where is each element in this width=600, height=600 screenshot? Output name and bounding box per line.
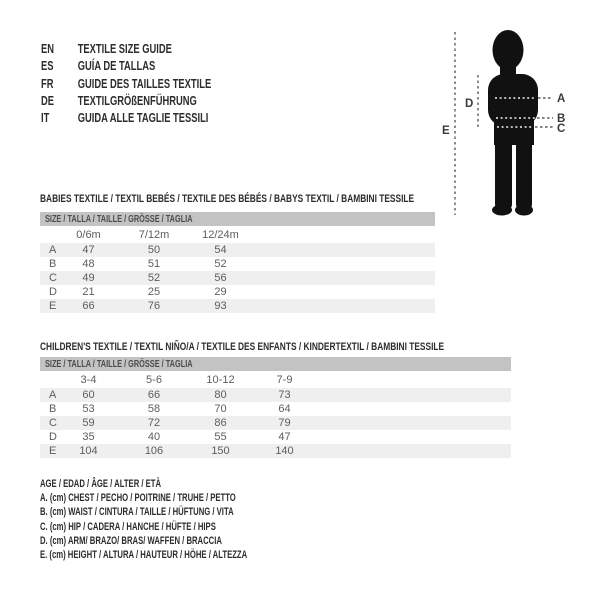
row-label: E	[49, 300, 57, 312]
column-header: 10-12	[206, 373, 235, 386]
table-row	[40, 285, 435, 299]
language-code: DE	[41, 92, 55, 108]
size-value: 56	[214, 272, 227, 284]
size-value: 64	[278, 403, 291, 415]
size-value: 72	[147, 417, 161, 429]
size-value: 53	[82, 403, 95, 415]
size-header-label: SIZE / TALLA / TAILLE / GRÖSSE / TAGLIA	[45, 358, 193, 370]
measurement-legend	[40, 477, 336, 562]
language-row-en	[41, 40, 211, 57]
row-label: B	[49, 403, 57, 415]
size-value: 66	[82, 300, 95, 312]
size-value: 47	[82, 244, 95, 256]
size-value: 35	[82, 431, 95, 443]
measure-label-d: D	[465, 98, 474, 110]
row-label: B	[49, 258, 57, 270]
size-value: 66	[147, 389, 161, 401]
size-value: 48	[82, 258, 95, 270]
size-value: 59	[82, 417, 95, 429]
guide-title-it: GUIDA ALLE TAGLIE TESSILI	[77, 110, 209, 126]
size-value: 150	[211, 445, 230, 457]
column-header: 7/12m	[138, 228, 170, 241]
language-code: FR	[41, 75, 54, 91]
language-code: ES	[41, 58, 54, 74]
size-value: 60	[82, 389, 95, 401]
legend-waist-line: B. (cm) WAIST / CINTURA / TAILLE / HÜFTUNG / VITA	[40, 506, 234, 519]
legend-height-line: E. (cm) HEIGHT / ALTURA / HAUTEUR / HÖHE / ALTEZZA	[40, 548, 248, 561]
row-label: A	[49, 389, 57, 401]
children-section-title: CHILDREN'S TEXTILE / TEXTIL NIÑO/A / TEXTILE DES ENFANTS / KINDERTEXTIL / BAMBINI TESSILE	[40, 341, 445, 353]
language-row-fr	[41, 75, 211, 92]
language-code: IT	[41, 110, 50, 126]
legend-chest-line: A. (cm) CHEST / PECHO / POITRINE / TRUHE / PETTO	[40, 492, 236, 505]
size-value: 40	[147, 431, 161, 443]
size-value: 58	[147, 403, 161, 415]
column-header: 0/6m	[76, 228, 101, 241]
size-value: 54	[214, 244, 227, 256]
column-header: 3-4	[80, 373, 97, 386]
size-value: 70	[214, 403, 227, 415]
row-label: C	[49, 417, 57, 429]
size-value: 29	[214, 286, 227, 298]
child-body-shape	[488, 30, 538, 216]
size-value: 50	[147, 244, 161, 256]
left-foot-shape	[492, 205, 512, 216]
measure-label-e: E	[442, 125, 450, 137]
row-label: C	[49, 272, 57, 284]
table-row	[40, 299, 435, 313]
size-value: 47	[278, 431, 291, 443]
size-header-bar	[40, 357, 511, 371]
table-row	[40, 388, 511, 402]
language-title-list	[41, 40, 277, 126]
size-value: 86	[214, 417, 227, 429]
row-label: D	[49, 431, 57, 443]
table-row	[40, 416, 511, 430]
children-size-table	[40, 357, 511, 458]
row-label: A	[49, 244, 57, 256]
column-header: 5-6	[146, 373, 162, 386]
size-value: 51	[147, 258, 161, 270]
language-row-de	[41, 92, 211, 109]
language-row-it	[41, 109, 211, 126]
guide-title-en: TEXTILE SIZE GUIDE	[77, 41, 172, 56]
table-row	[40, 243, 435, 257]
size-value: 49	[82, 272, 95, 284]
babies-size-table	[40, 212, 435, 313]
measure-label-b: B	[557, 113, 566, 125]
size-value: 104	[79, 445, 98, 457]
size-value: 93	[214, 300, 227, 312]
size-value: 140	[275, 445, 294, 457]
legend-hip-line: C. (cm) HIP / CADERA / HANCHE / HÜFTE / HIPS	[40, 520, 216, 533]
column-header: 7-9	[276, 373, 293, 386]
legend-age-line: AGE / EDAD / ÂGE / ALTER / ETÀ	[40, 478, 162, 490]
row-label: D	[49, 286, 57, 298]
measure-label-c: C	[557, 123, 566, 135]
table-row	[40, 444, 511, 458]
right-foot-shape	[515, 205, 533, 216]
size-value: 73	[278, 389, 291, 401]
size-value: 80	[214, 389, 227, 401]
size-value: 106	[144, 445, 164, 457]
table-row	[40, 402, 511, 416]
size-value: 52	[147, 272, 161, 284]
table-row	[40, 271, 435, 285]
legend-arm-line: D. (cm) ARM/ BRAZO/ BRAS/ WAFFEN / BRACCIA	[40, 534, 222, 547]
measure-label-a: A	[557, 93, 566, 105]
babies-column-header-row	[40, 226, 435, 243]
size-value: 55	[214, 431, 227, 443]
size-value: 21	[82, 286, 95, 298]
language-row-es	[41, 57, 211, 74]
column-header: 12/24m	[202, 228, 239, 241]
table-row	[40, 257, 435, 271]
guide-title-fr: GUIDE DES TAILLES TEXTILE	[77, 75, 212, 91]
row-label: E	[49, 445, 57, 457]
language-code: EN	[41, 41, 55, 56]
size-value: 52	[214, 258, 227, 270]
size-value: 25	[147, 286, 161, 298]
size-header-bar	[40, 212, 435, 226]
children-column-header-row	[40, 371, 511, 388]
guide-title-de: TEXTILGRÖßENFÜHRUNG	[77, 92, 197, 108]
guide-title-es: GUÍA DE TALLAS	[77, 58, 156, 74]
table-row	[40, 430, 511, 444]
size-header-label: SIZE / TALLA / TAILLE / GRÖSSE / TAGLIA	[45, 213, 193, 225]
size-value: 76	[147, 300, 161, 312]
babies-section-title: BABIES TEXTILE / TEXTIL BEBÉS / TEXTILE DES BÉBÉS / BABYS TEXTIL / BAMBINI TESSILE	[40, 193, 415, 205]
size-value: 79	[278, 417, 291, 429]
